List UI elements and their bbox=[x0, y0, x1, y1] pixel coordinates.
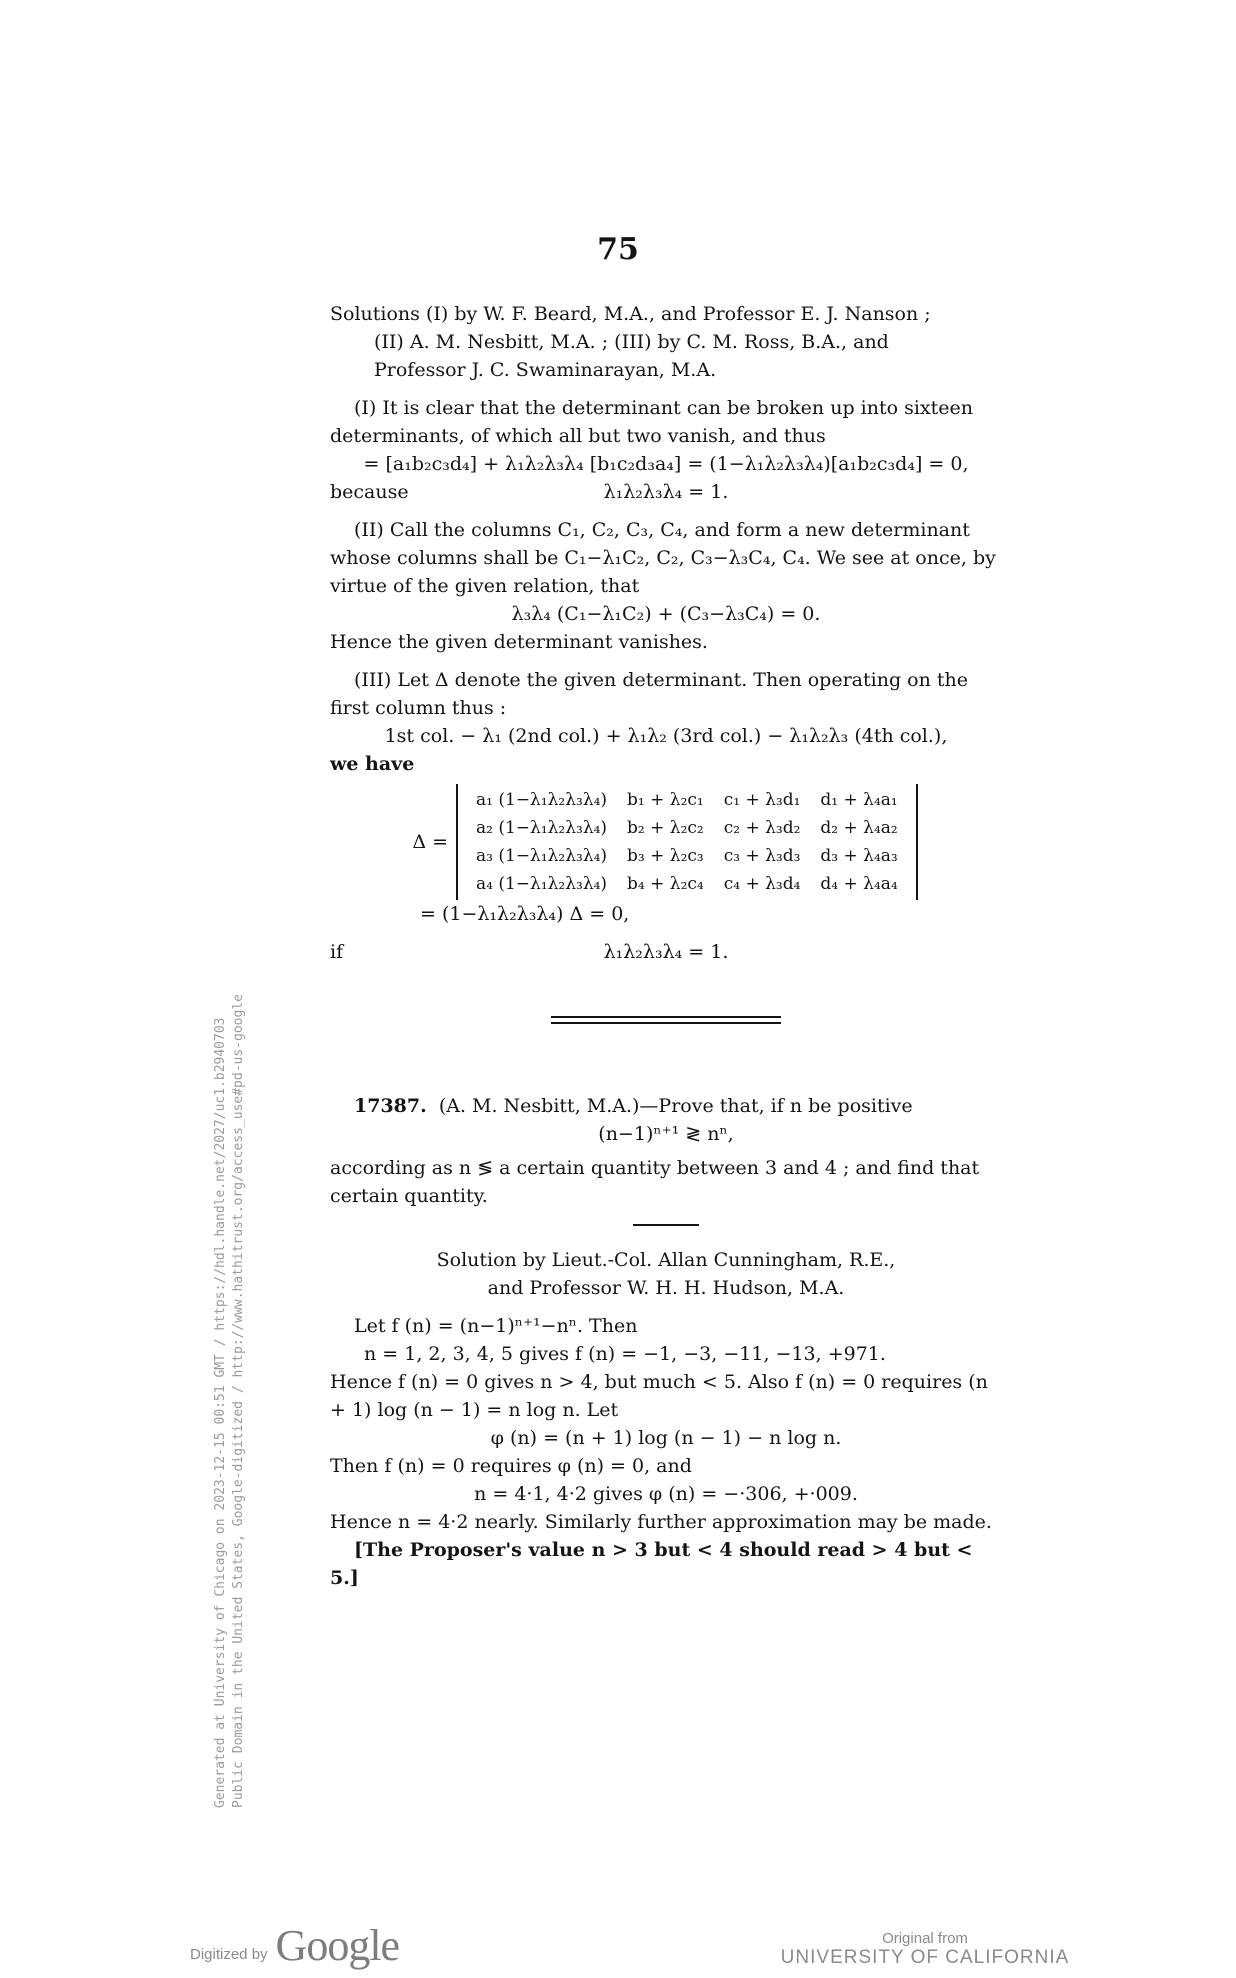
part1-equation: = [a₁b₂c₃d₄] + λ₁λ₂λ₃λ₄ [b₁c₂d₃a₄] = (1−λ₁λ₂λ₃λ₄)[a₁b₂c₃d₄] = 0, bbox=[363, 453, 969, 475]
determinant-cell: b₄ + λ₂c₄ bbox=[627, 874, 704, 894]
determinant-cell: a₃ (1−λ₁λ₂λ₃λ₄) bbox=[476, 846, 608, 866]
problem-continuation: according as n ≶ a certain quantity between 3 and 4 ; and find that certain quantity. bbox=[330, 1157, 980, 1207]
problem-text: (A. M. Nesbitt, M.A.)—Prove that, if n be positive bbox=[438, 1095, 913, 1117]
solution-paragraph1: Hence f (n) = 0 gives n > 4, but much < 5. Also f (n) = 0 requires (n + 1) log (n − 1) = n log n. Let bbox=[330, 1371, 988, 1421]
proposer-note: [The Proposer's value n > 3 but < 4 should read > 4 but < 5.] bbox=[330, 1539, 973, 1589]
digitized-by-google bbox=[190, 1920, 399, 1971]
solution-heading-line2: and Professor W. H. H. Hudson, M.A. bbox=[487, 1277, 845, 1299]
determinant-cell: a₂ (1−λ₁λ₂λ₃λ₄) bbox=[476, 818, 608, 838]
page-content bbox=[330, 300, 1002, 1592]
page-number: 75 bbox=[597, 232, 639, 267]
determinant-cell: a₁ (1−λ₁λ₂λ₃λ₄) bbox=[476, 790, 608, 810]
google-logo: Google bbox=[275, 1921, 400, 1970]
determinant-cell: c₄ + λ₃d₄ bbox=[723, 874, 801, 894]
determinant-cell: d₂ + λ₄a₂ bbox=[820, 818, 898, 838]
part2-conclusion: Hence the given determinant vanishes. bbox=[330, 631, 708, 653]
determinant-row bbox=[466, 842, 908, 870]
determinant-row bbox=[466, 786, 908, 814]
determinant-cell: d₁ + λ₄a₁ bbox=[820, 790, 898, 810]
solution-heading-line1: Solution by Lieut.-Col. Allan Cunningham, R.E., bbox=[436, 1249, 896, 1271]
part2-paragraph: (II) Call the columns C₁, C₂, C₃, C₄, and form a new determinant whose columns shall be C₁−λ₁C₂, C₂, C₃−λ₃C₄, C₄. We see at once, by virtue of the given relation, that bbox=[330, 519, 996, 597]
because-equation: λ₁λ₂λ₃λ₄ = 1. bbox=[603, 481, 729, 503]
determinant-row bbox=[466, 814, 908, 842]
determinant-result: = (1−λ₁λ₂λ₃λ₄) Δ = 0, bbox=[420, 903, 630, 925]
solution-values-line: n = 1, 2, 3, 4, 5 gives f (n) = −1, −3, −11, −13, +971. bbox=[364, 1343, 886, 1365]
original-from-label: Original from bbox=[882, 1930, 968, 1947]
part3-equation: 1st col. − λ₁ (2nd col.) + λ₁λ₂ (3rd col.) − λ₁λ₂λ₃ (4th col.), bbox=[384, 725, 948, 747]
digitized-by-label: Digitized by bbox=[190, 1946, 268, 1963]
determinant-cell: b₂ + λ₂c₂ bbox=[627, 818, 704, 838]
determinant bbox=[456, 784, 918, 900]
determinant-cell: a₄ (1−λ₁λ₂λ₃λ₄) bbox=[476, 874, 608, 894]
determinant-row bbox=[466, 870, 908, 898]
original-from bbox=[780, 1930, 1070, 1969]
watermark-line2: Public Domain in the United States, Google-digitized / http://www.hathitrust.org/access_use#pd-us-google bbox=[231, 994, 246, 1808]
problem-statement bbox=[330, 1092, 1002, 1120]
university-label: UNIVERSITY OF CALIFORNIA bbox=[780, 1947, 1070, 1968]
part3-if-row bbox=[330, 938, 1002, 966]
determinant-block bbox=[390, 784, 1002, 900]
part3-paragraph: (III) Let Δ denote the given determinant. Then operating on the first column thus : bbox=[330, 669, 968, 719]
part1-because-row bbox=[330, 478, 1002, 506]
determinant-cell: b₁ + λ₂c₁ bbox=[627, 790, 704, 810]
solutions-heading-line3: Professor J. C. Swaminarayan, M.A. bbox=[374, 359, 717, 381]
determinant-table bbox=[466, 786, 908, 898]
determinant-cell: c₂ + λ₃d₂ bbox=[723, 818, 801, 838]
solution-let-line: Let f (n) = (n−1)ⁿ⁺¹−nⁿ. Then bbox=[354, 1315, 638, 1337]
because-label: because bbox=[330, 481, 409, 503]
determinant-cell: c₃ + λ₃d₃ bbox=[723, 846, 801, 866]
if-label: if bbox=[330, 941, 344, 963]
solution-equation2: n = 4·1, 4·2 gives φ (n) = −·306, +·009. bbox=[474, 1483, 858, 1505]
determinant-cell: d₃ + λ₄a₃ bbox=[820, 846, 898, 866]
watermark-line1: Generated at University of Chicago on 2023-12-15 00:51 GMT / https://hdl.handle.net/2027/uc1.b2940703 bbox=[213, 1017, 228, 1808]
solution-then-line: Then f (n) = 0 requires φ (n) = 0, and bbox=[330, 1455, 692, 1477]
part2-equation: λ₃λ₄ (C₁−λ₁C₂) + (C₃−λ₃C₄) = 0. bbox=[511, 603, 821, 625]
problem-equation: (n−1)ⁿ⁺¹ ≷ nⁿ, bbox=[598, 1123, 734, 1145]
solution-paragraph2: Hence n = 4·2 nearly. Similarly further approximation may be made. bbox=[330, 1511, 992, 1533]
delta-prefix: Δ = bbox=[412, 831, 448, 853]
if-equation: λ₁λ₂λ₃λ₄ = 1. bbox=[603, 941, 729, 963]
solutions-heading-line2: (II) A. M. Nesbitt, M.A. ; (III) by C. M. Ross, B.A., and bbox=[374, 331, 889, 353]
hathitrust-watermark bbox=[212, 988, 248, 1808]
short-divider bbox=[633, 1224, 699, 1226]
determinant-cell: c₁ + λ₃d₁ bbox=[723, 790, 801, 810]
we-have-label: we have bbox=[330, 753, 415, 775]
section-divider bbox=[551, 1016, 781, 1024]
solution-equation1: φ (n) = (n + 1) log (n − 1) − n log n. bbox=[490, 1427, 842, 1449]
part1-paragraph: (I) It is clear that the determinant can be broken up into sixteen determinants, of which all but two vanish, and thus bbox=[330, 397, 973, 447]
determinant-cell: d₄ + λ₄a₄ bbox=[820, 874, 898, 894]
solutions-heading-line1: Solutions (I) by W. F. Beard, M.A., and Professor E. J. Nanson ; bbox=[330, 303, 931, 325]
problem-number: 17387. bbox=[354, 1095, 427, 1117]
determinant-cell: b₃ + λ₂c₃ bbox=[627, 846, 704, 866]
